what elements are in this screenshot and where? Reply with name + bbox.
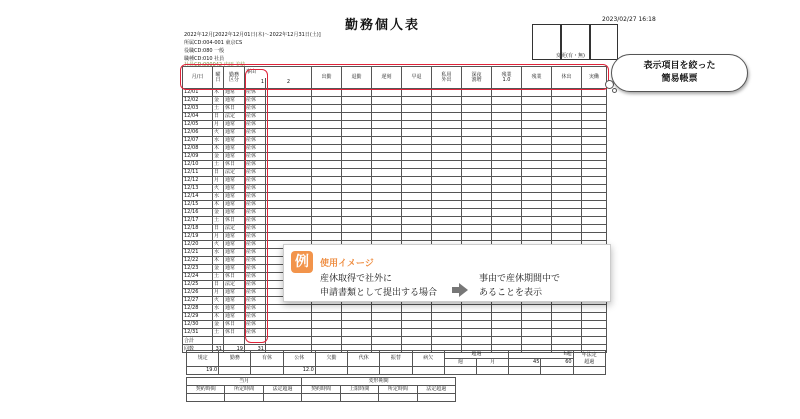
sum-h-public: 公休 [283, 351, 315, 367]
cell-weekday: 土 [213, 329, 224, 337]
cell-work-type: 通常 [224, 121, 245, 129]
sum-week: 週 [444, 359, 476, 367]
col-reason: 事由 [245, 67, 312, 78]
ct-h1: 契約時間 [187, 386, 225, 394]
cell-date: 12/12 [183, 177, 213, 185]
cell-work-type: 通常 [224, 89, 245, 97]
cell-weekday: 火 [213, 241, 224, 249]
cell-date: 12/30 [183, 321, 213, 329]
cell-date: 12/19 [183, 233, 213, 241]
usage-example-card [283, 244, 611, 302]
arrow-right-icon [459, 283, 468, 297]
cell-weekday: 木 [213, 89, 224, 97]
total-label: 合計 [183, 337, 213, 345]
cell-date: 12/29 [183, 313, 213, 321]
cell-weekday: 木 [213, 257, 224, 265]
cell-date: 12/23 [183, 265, 213, 273]
sum-h-transfer: 振替 [380, 351, 412, 367]
reason-column-highlight [245, 69, 268, 343]
printed-at: 2023/02/27 16:18 [602, 16, 656, 23]
cell-reason: 産休 [245, 97, 266, 105]
sum-h-regular: 規定 [187, 351, 219, 367]
cell-weekday: 金 [213, 153, 224, 161]
sum-h-legal: 年法定 超過 [573, 351, 605, 367]
cell-work-type: 法定 [224, 169, 245, 177]
cell-date: 12/24 [183, 273, 213, 281]
callout-dot-small [612, 88, 617, 93]
sum-h-sick: 病欠 [412, 351, 444, 367]
cell-weekday: 木 [213, 145, 224, 153]
cell-weekday: 土 [213, 273, 224, 281]
cell-work-type: 通常 [224, 233, 245, 241]
sum-month: 月 [476, 359, 508, 367]
cell-reason: 産休 [245, 225, 266, 233]
ct-h7: 法定超過 [417, 386, 455, 394]
cell-date: 12/27 [183, 297, 213, 305]
count-days: 31 [213, 345, 224, 353]
cell-weekday: 金 [213, 209, 224, 217]
cell-weekday: 火 [213, 297, 224, 305]
sum-h-compensatory: 代休 [348, 351, 380, 367]
cell-reason: 産休 [245, 297, 266, 305]
cell-work-type: 通常 [224, 265, 245, 273]
example-result-text: 事由で産休期間中で あることを表示 [479, 274, 561, 298]
cell-reason: 産休 [245, 161, 266, 169]
contract-period: 変形期間 [302, 378, 456, 386]
cell-reason: 産休 [245, 193, 266, 201]
cell-work-type: 通常 [224, 129, 245, 137]
cell-reason: 産休 [245, 185, 266, 193]
count-work: 19 [224, 345, 245, 353]
cell-weekday: 月 [213, 233, 224, 241]
cell-work-type: 通常 [224, 193, 245, 201]
cell-date: 12/11 [183, 169, 213, 177]
cell-weekday: 水 [213, 137, 224, 145]
cell-date: 12/16 [183, 209, 213, 217]
cell-date: 12/15 [183, 201, 213, 209]
cell-work-type: 休日 [224, 161, 245, 169]
cell-reason: 産休 [245, 169, 266, 177]
cell-date: 12/03 [183, 105, 213, 113]
cell-weekday: 水 [213, 305, 224, 313]
cell-date: 12/02 [183, 97, 213, 105]
ct-h3: 法定超過 [263, 386, 301, 394]
cell-work-type: 通常 [224, 305, 245, 313]
ct-h6: 所定時間 [379, 386, 417, 394]
example-label: 使用イメージ [320, 259, 374, 269]
ct-h5: 上限時間 [340, 386, 378, 394]
sum-v-regular: 19.0 [187, 367, 219, 375]
col-date: 月/日 [183, 67, 213, 89]
cell-weekday: 水 [213, 193, 224, 201]
example-case-text: 産休取得で社外に 申請書類として提出する場合 [320, 274, 438, 298]
col-work-type: 勤務 区分 [224, 67, 245, 89]
cell-date: 12/28 [183, 305, 213, 313]
cell-reason: 産休 [245, 249, 266, 257]
cell-work-type: 法定 [224, 113, 245, 121]
sum-60: 60 [541, 359, 573, 367]
meta-line: 2022年12月[2022年12月01日(木)～2022年12月31日(土)] [184, 32, 321, 38]
cell-date: 12/17 [183, 217, 213, 225]
col-night: 深夜 割増 [462, 67, 492, 89]
cell-work-type: 通常 [224, 241, 245, 249]
col-weekday: 曜 日 [213, 67, 224, 89]
col-in: 出勤 [312, 67, 342, 89]
cell-reason: 産休 [245, 281, 266, 289]
cell-weekday: 日 [213, 225, 224, 233]
cell-reason: 産休 [245, 313, 266, 321]
cell-date: 12/08 [183, 145, 213, 153]
cell-reason: 産休 [245, 273, 266, 281]
cell-work-type: 休日 [224, 217, 245, 225]
cell-date: 12/26 [183, 289, 213, 297]
cell-date: 12/25 [183, 281, 213, 289]
cell-weekday: 日 [213, 169, 224, 177]
cell-date: 12/14 [183, 193, 213, 201]
cell-reason: 産休 [245, 241, 266, 249]
cell-work-type: 通常 [224, 177, 245, 185]
cell-date: 12/20 [183, 241, 213, 249]
meta-line: 役職CD:080 一般 [184, 48, 225, 54]
cell-work-type: 休日 [224, 273, 245, 281]
contract-current: 当月 [187, 378, 302, 386]
callout-bubble [611, 54, 748, 92]
col-actual: 実働 [582, 67, 607, 89]
cell-work-type: 法定 [224, 225, 245, 233]
cell-date: 12/06 [183, 129, 213, 137]
ct-h4: 契約時間 [302, 386, 340, 394]
sum-h-paid: 有休 [251, 351, 283, 367]
cell-reason: 産休 [245, 113, 266, 121]
cell-work-type: 通常 [224, 249, 245, 257]
callout-line-2: 簡易帳票 [661, 74, 698, 84]
sum-h-absence: 欠勤 [315, 351, 347, 367]
cell-reason: 産休 [245, 257, 266, 265]
cell-work-type: 通常 [224, 97, 245, 105]
count-label: 回数 [183, 345, 213, 353]
cell-reason: 産休 [245, 153, 266, 161]
cell-reason: 産休 [245, 233, 266, 241]
cell-weekday: 土 [213, 105, 224, 113]
cell-reason: 産休 [245, 305, 266, 313]
cell-reason: 産休 [245, 329, 266, 337]
cell-work-type: 休日 [224, 105, 245, 113]
meta-line: 社員CD:000042 内田 美結 [184, 62, 246, 68]
cell-date: 12/22 [183, 257, 213, 265]
cell-reason: 産休 [245, 217, 266, 225]
cell-weekday: 土 [213, 161, 224, 169]
sum-h-hover: h超 [509, 351, 573, 359]
cell-reason: 産休 [245, 209, 266, 217]
col-out: 退勤 [342, 67, 372, 89]
stamp-label: 変更(有・無) [556, 53, 585, 59]
cell-work-type: 休日 [224, 321, 245, 329]
cell-work-type: 法定 [224, 281, 245, 289]
meta-line: 所属CD:004-001 東京CS [184, 40, 243, 46]
cell-reason: 産休 [245, 321, 266, 329]
sum-h-work: 勤務 [219, 351, 251, 367]
col-overtime: 残業 [522, 67, 552, 89]
col-late: 遅刻 [372, 67, 402, 89]
cell-weekday: 水 [213, 249, 224, 257]
summary-table [186, 350, 606, 375]
col-overtime-1: 残業 1.0 [492, 67, 522, 89]
cell-work-type: 通常 [224, 185, 245, 193]
contract-table [186, 377, 456, 402]
cell-date: 12/07 [183, 137, 213, 145]
cell-weekday: 木 [213, 313, 224, 321]
col-reason-2: 2 [266, 78, 312, 89]
cell-weekday: 月 [213, 289, 224, 297]
cell-date: 12/31 [183, 329, 213, 337]
cell-weekday: 金 [213, 321, 224, 329]
cell-date: 12/09 [183, 153, 213, 161]
cell-date: 12/04 [183, 113, 213, 121]
page-title: 勤務個人表 [345, 18, 421, 33]
cell-weekday: 月 [213, 121, 224, 129]
cell-date: 12/13 [183, 185, 213, 193]
cell-weekday: 日 [213, 281, 224, 289]
col-private-out: 私用 外出 [432, 67, 462, 89]
cell-reason: 産休 [245, 137, 266, 145]
cell-work-type: 通常 [224, 289, 245, 297]
cell-work-type: 通常 [224, 313, 245, 321]
cell-weekday: 火 [213, 185, 224, 193]
cell-weekday: 土 [213, 217, 224, 225]
cell-work-type: 休日 [224, 329, 245, 337]
cell-reason: 産休 [245, 265, 266, 273]
cell-work-type: 通常 [224, 153, 245, 161]
stamp-box-3 [590, 24, 618, 60]
cell-date: 12/18 [183, 225, 213, 233]
cell-reason: 産休 [245, 129, 266, 137]
cell-reason: 産休 [245, 201, 266, 209]
cell-date: 12/10 [183, 161, 213, 169]
cell-reason: 産休 [245, 121, 266, 129]
sum-v-public: 12.0 [283, 367, 315, 375]
cell-work-type: 通常 [224, 145, 245, 153]
example-badge: 例 [291, 251, 313, 273]
cell-date: 12/05 [183, 121, 213, 129]
cell-date: 12/01 [183, 89, 213, 97]
cell-weekday: 月 [213, 177, 224, 185]
cell-work-type: 通常 [224, 137, 245, 145]
cell-work-type: 通常 [224, 209, 245, 217]
sum-45: 45 [509, 359, 541, 367]
ct-h2: 所定時間 [225, 386, 263, 394]
cell-weekday: 金 [213, 97, 224, 105]
col-reason-1: 1 [245, 78, 266, 89]
cell-reason: 産休 [245, 177, 266, 185]
cell-reason: 産休 [245, 289, 266, 297]
cell-reason: 産休 [245, 89, 266, 97]
cell-date: 12/21 [183, 249, 213, 257]
cell-weekday: 金 [213, 265, 224, 273]
cell-weekday: 火 [213, 129, 224, 137]
cell-weekday: 日 [213, 113, 224, 121]
col-holiday-work: 休出 [552, 67, 582, 89]
callout-line-1: 表示項目を絞った [643, 61, 716, 71]
sum-h-excess: 超過 [444, 351, 508, 359]
count-reason: 31 [245, 345, 266, 353]
cell-work-type: 通常 [224, 257, 245, 265]
col-early: 早退 [402, 67, 432, 89]
cell-reason: 産休 [245, 105, 266, 113]
cell-reason: 産休 [245, 145, 266, 153]
meta-line: 職種CD:010 社員 [184, 56, 225, 62]
cell-weekday: 木 [213, 201, 224, 209]
cell-work-type: 通常 [224, 201, 245, 209]
cell-work-type: 通常 [224, 297, 245, 305]
